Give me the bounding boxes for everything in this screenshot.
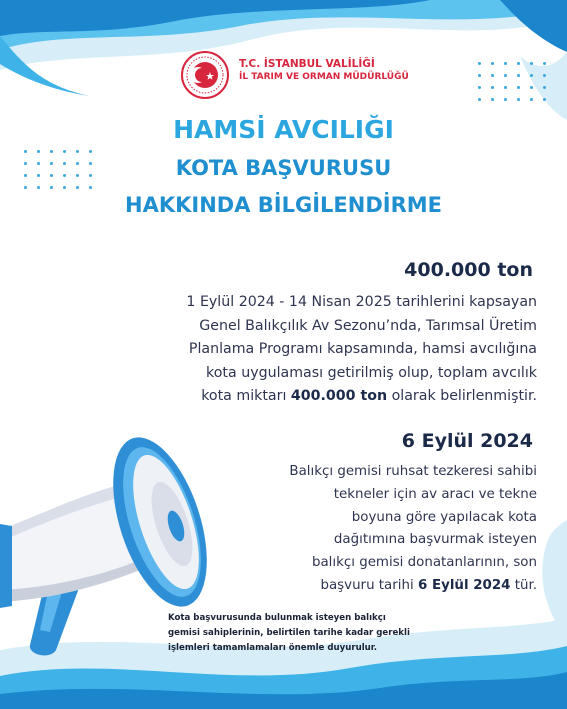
- paragraph-line-last: [197, 575, 537, 598]
- dot-grid-right: [478, 62, 546, 101]
- org-name-line2: İL TARIM VE ORMAN MÜDÜRLÜĞÜ: [239, 72, 409, 82]
- deadline-paragraph: [197, 461, 537, 598]
- quota-amount-emphasis: 400.000 ton: [290, 388, 388, 404]
- main-title: HAMSİ AVCILIĞI: [173, 115, 394, 144]
- subtitle-line2: HAKKINDA BİLGİLENDİRME: [125, 193, 442, 217]
- text-segment: kota miktarı: [201, 388, 291, 404]
- paragraph-line: kota uygulaması getirilmiş olup, toplam avcılık: [206, 364, 537, 381]
- announcement-note: [168, 611, 468, 656]
- paragraph-line: balıkçı gemisi donatanlarının, son: [311, 555, 537, 571]
- paragraph-line: Planlama Programı kapsamında, hamsi avcılığına: [188, 341, 537, 357]
- text-segment: olarak belirlenmiştir.: [387, 388, 537, 404]
- note-line: gemisi sahiplerinin, belirtilen tarihe kadar gerekli: [168, 628, 410, 638]
- note-line: Kota başvurusunda bulunmak isteyen balıkçı: [168, 613, 386, 623]
- subtitle-line1: KOTA BAŞVURUSU: [175, 156, 392, 180]
- paragraph-line: tekneler için av aracı ve tekne: [333, 486, 537, 502]
- paragraph-line: 1 Eylül 2024 - 14 Nisan 2025 tarihlerini kapsayan: [186, 294, 537, 310]
- paragraph-line-last: [17, 385, 537, 409]
- text-segment: tür.: [510, 577, 537, 593]
- ministry-seal-icon: [180, 50, 230, 100]
- deadline-heading: 6 Eylül 2024: [401, 430, 533, 452]
- quota-amount-heading: 400.000 ton: [404, 259, 533, 281]
- quota-paragraph: [17, 291, 537, 409]
- org-name-line1: T.C. İSTANBUL VALİLİĞİ: [239, 58, 375, 70]
- deadline-emphasis: 6 Eylül 2024: [417, 577, 511, 593]
- paragraph-line: boyuna göre yapılacak kota: [351, 509, 537, 525]
- text-segment: başvuru tarihi: [320, 577, 418, 593]
- paragraph-line: Genel Balıkçılık Av Sezonu’nda, Tarımsal Üretim: [199, 317, 537, 334]
- paragraph-line: Balıkçı gemisi ruhsat tezkeresi sahibi: [289, 464, 537, 479]
- paragraph-line: dağıtımına başvurmak isteyen: [333, 532, 537, 548]
- note-line: işlemleri tamamlamaları önemle duyurulur.: [168, 643, 378, 653]
